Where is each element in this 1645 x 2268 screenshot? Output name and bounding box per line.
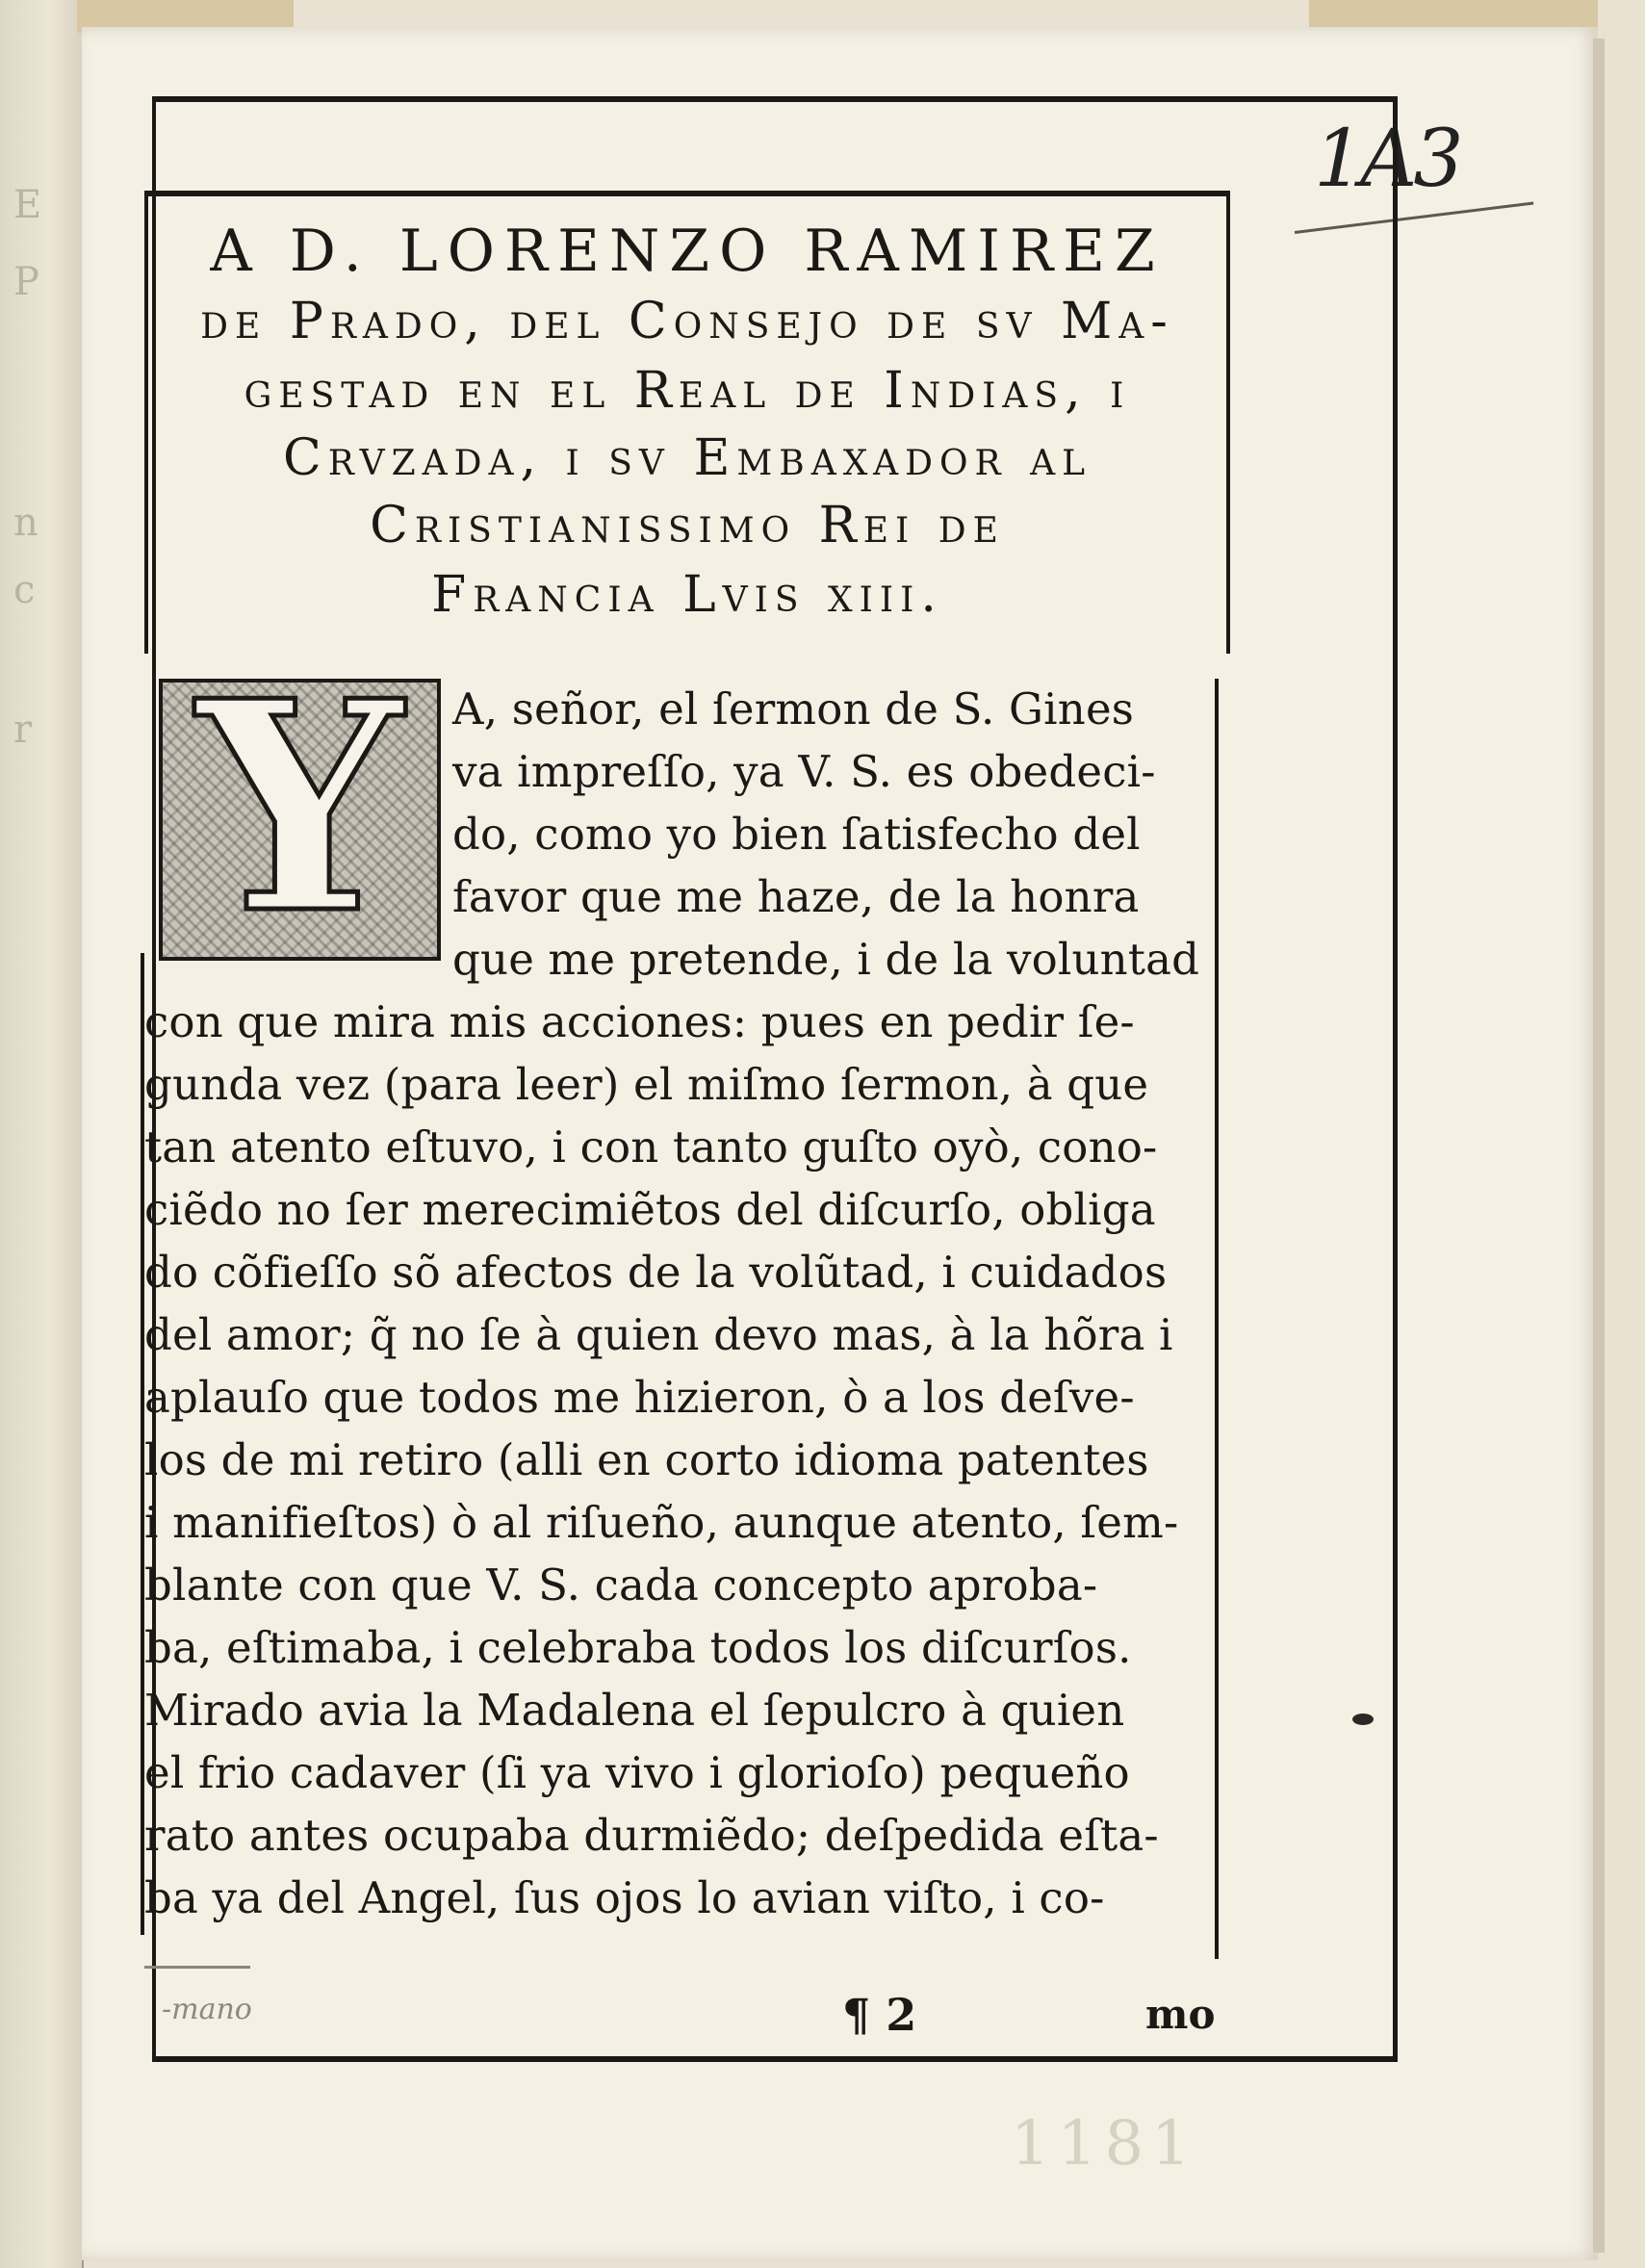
body-line: tan atento eſtuvo, i con tanto guſto oyò, cono- (144, 1121, 1158, 1173)
title-line: Cristianissimo Rei de (370, 497, 1005, 554)
catchword: mo (1145, 1991, 1216, 2038)
dedication-title (144, 191, 1230, 654)
body-line: el frio cadaver (ſi ya vivo i glorioſo) pequeño (144, 1747, 1130, 1798)
body-line: que me pretende, i de la voluntad (452, 934, 1200, 985)
title-line: A D. LORENZO RAMIREZ (210, 218, 1165, 285)
facing-page-text: E (13, 183, 42, 227)
body-line: A, señor, el ſermon de S. Gines (452, 683, 1135, 735)
text-block-rule (1215, 679, 1219, 1959)
footer-rule (144, 1966, 250, 1969)
title-line: Crvzada, i sv Embaxador al (282, 429, 1092, 487)
title-line: Francia Lvis xiii. (431, 566, 943, 624)
body-line: aplauſo que todos me hizieron, ò a los deſve- (144, 1372, 1135, 1423)
facing-page-text: n (13, 501, 39, 545)
facing-page (0, 0, 84, 2268)
facing-page-text: P (13, 260, 39, 304)
body-line: con que mira mis acciones: pues en pedir ſe- (144, 996, 1135, 1047)
facing-page-text: r (13, 708, 33, 752)
body-line: Mirado avia la Madalena el ſepulcro à quien (144, 1685, 1125, 1736)
body-line: ba, eſtimaba, i celebraba todos los diſcurſos. (144, 1622, 1132, 1673)
folio-number: 1A3 (1314, 114, 1460, 205)
body-line: gunda vez (para leer) el miſmo ſermon, à que (144, 1059, 1149, 1110)
body-line: rato antes ocupaba durmiẽdo; deſpedida eſta- (144, 1810, 1159, 1861)
body-line: del amor; q̃ no ſe à quien devo mas, à la hõra i (144, 1309, 1173, 1360)
body-line: ba ya del Angel, ſus ojos lo avian viſto, i co- (144, 1872, 1105, 1923)
bleed-through: 1181 (1011, 2108, 1198, 2179)
body-line: do, como yo bien ſatisfecho del (452, 809, 1141, 860)
body-line: i manifieſtos) ò al riſueño, aunque atento, ſem- (144, 1497, 1179, 1548)
body-line: favor que me haze, de la honra (452, 871, 1140, 922)
body-line: ciẽdo no ſer merecimiẽtos del diſcurſo, obliga (144, 1184, 1156, 1235)
body-line: blante con que V. S. cada concepto aproba- (144, 1559, 1098, 1611)
signature-mark: ¶ 2 (842, 1989, 917, 2041)
title-line: de Prado, del Consejo de sv Ma- (200, 293, 1174, 350)
body-line: va impreſſo, ya V. S. es obedeci- (452, 746, 1156, 797)
initial-letter: Y (196, 679, 403, 961)
margin-note: -mano (162, 1993, 252, 2026)
body-line: los de mi retiro (alli en corto idioma patentes (144, 1434, 1149, 1485)
title-line: gestad en el Real de Indias, i (244, 362, 1131, 420)
decorated-initial (159, 679, 441, 961)
facing-page-text: c (13, 568, 36, 612)
page-edge (1593, 39, 1605, 2253)
ink-spot (1352, 1714, 1374, 1725)
body-line: do cõfieſſo sõ afectos de la volũtad, i cuidados (144, 1247, 1168, 1298)
